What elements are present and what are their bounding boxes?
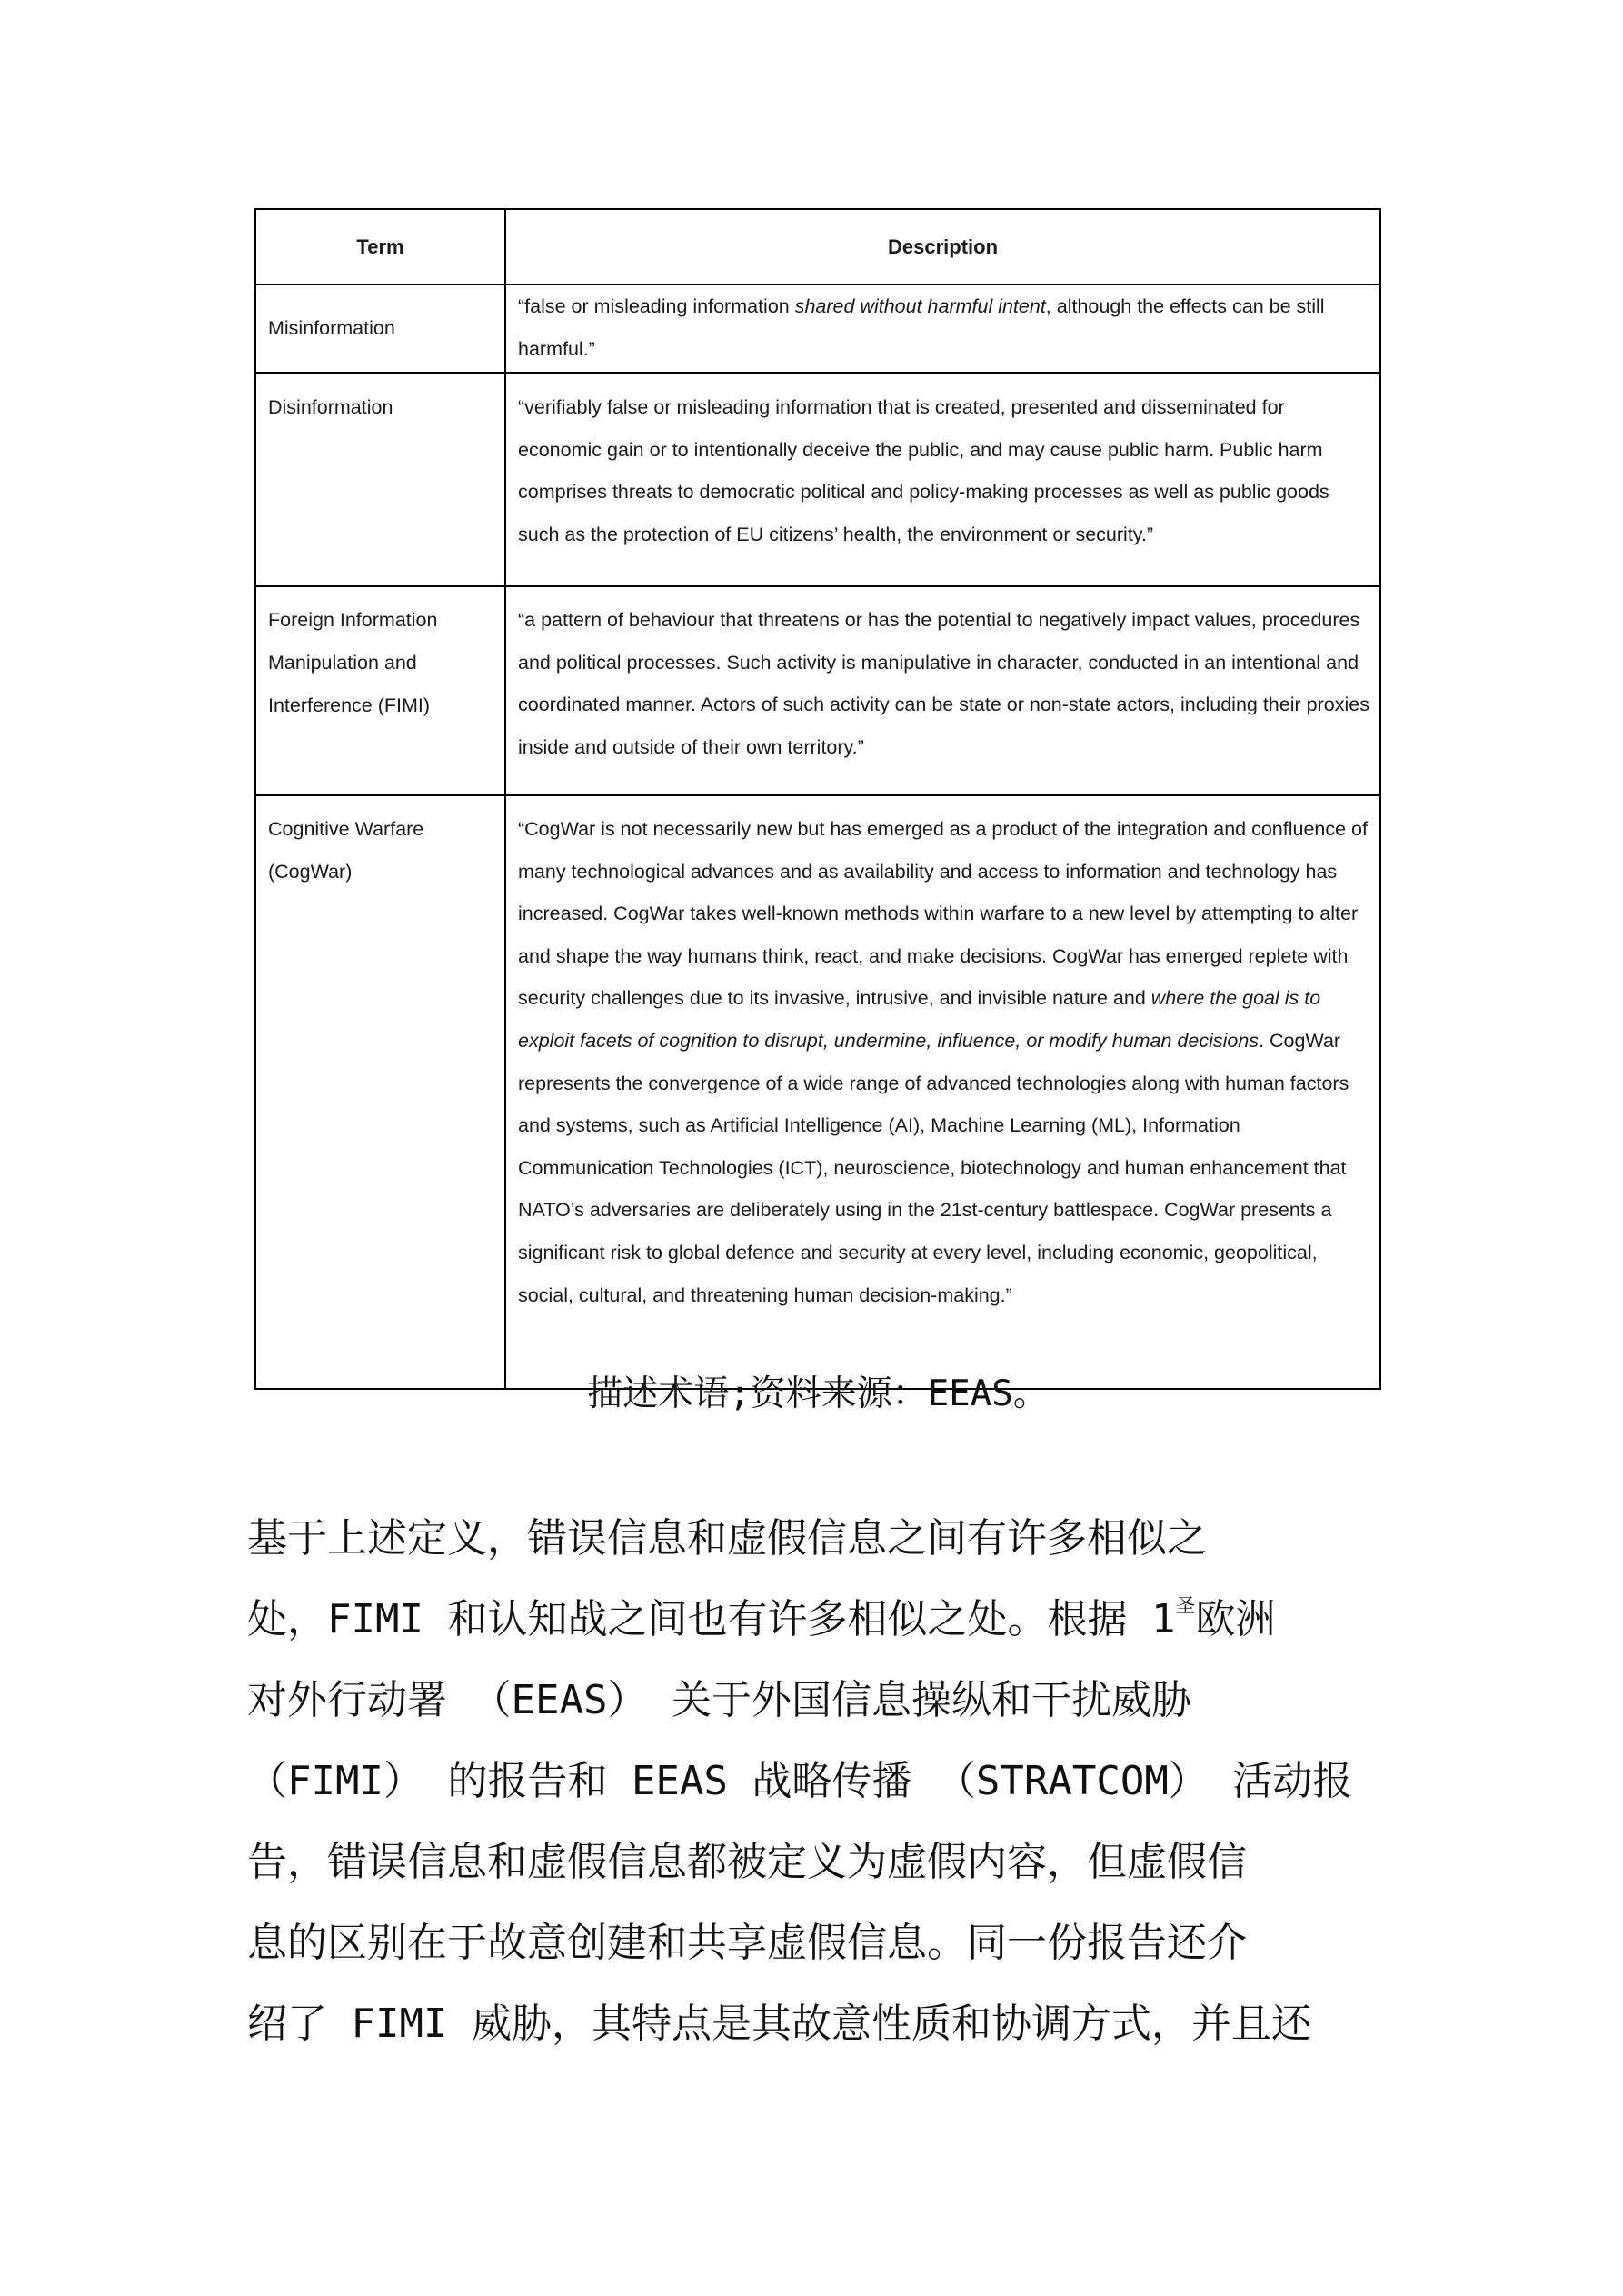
term-label: Disinformation xyxy=(268,396,393,418)
paragraph-line: （FIMI） 的报告和 EEAS 战略传播 （STRATCOM） 活动报 xyxy=(247,1758,1353,1804)
table-row xyxy=(255,795,1380,1389)
description-column-header: Description xyxy=(505,209,1380,285)
description-emphasis: shared without harmful intent xyxy=(794,295,1046,317)
term-column-header: Term xyxy=(255,209,505,285)
description-text: “false or misleading information xyxy=(518,295,795,317)
table-row xyxy=(255,373,1380,586)
description-text: “a pattern of behaviour that threatens or has the potential to negatively impact values, procedures and political processes. Such activity is manipulative in character, conducted in an intentional and coordinated manner. Actors of such activity can be state or non-state actors, including their proxies inside and outside of their own territory.” xyxy=(518,609,1369,758)
term-label: Foreign Information Manipulation and Interference (FIMI) xyxy=(268,609,438,716)
definitions-table xyxy=(254,208,1381,1390)
description-cell xyxy=(505,373,1380,586)
description-text: “CogWar is not necessarily new but has emerged as a product of the integration and confluence of many technological advances and as availability and access to information and technology has increased. CogWar takes well-known methods within warfare to a new level by attempting to alter and shape the way humans think, react, and make decisions. CogWar has emerged replete with security challenges due to its invasive, intrusive, and invisible nature and xyxy=(518,818,1368,1010)
paragraph-line: 对外行动署 （EEAS） 关于外国信息操纵和干扰威胁 xyxy=(247,1677,1191,1723)
term-cell xyxy=(255,373,505,586)
ordinal-superscript: 圣 xyxy=(1175,1595,1196,1618)
description-emphasis: where the goal is to exploit facets of cognition to disrupt, undermine, influence, or modify human decisions xyxy=(518,987,1321,1052)
description-text: , although the effects can be still harmful.” xyxy=(518,295,1325,360)
term-label: Misinformation xyxy=(268,317,395,339)
description-text: . CogWar represents the convergence of a wide range of advanced technologies along with human factors and systems, such as Artificial Intelligence (AI), Machine Learning (ML), Information Communication Technologies (ICT), neuroscience, biotechnology and human enhancement that NATO’s adversaries are deliberately using in the 21st-century battlespace. CogWar presents a significant risk to global defence and security at every level, including economic, geopolitical, social, cultural, and threatening human decision-making.” xyxy=(518,1029,1349,1306)
table-row xyxy=(255,285,1380,373)
description-text: “verifiably false or misleading information that is created, presented and disseminated for economic gain or to intentionally deceive the public, and may cause public harm. Public harm comprises threats to democratic political and policy-making processes as well as public goods such as the protection of EU citizens’ health, the environment or security.” xyxy=(518,396,1329,545)
paragraph-line-text: 处，FIMI 和认知战之间也有许多相似之处。根据 1 xyxy=(247,1596,1176,1642)
table-caption: 描述术语;资料来源：EEAS。 xyxy=(587,1373,1049,1414)
paragraph-line xyxy=(247,1579,1401,1660)
table-row xyxy=(255,586,1380,795)
paragraph-line: 息的区别在于故意创建和共享虚假信息。同一份报告还介 xyxy=(247,1920,1247,1966)
body-paragraph xyxy=(247,1498,1401,2064)
term-cell xyxy=(255,586,505,795)
paragraph-line-tail: 欧洲 xyxy=(1195,1596,1276,1642)
term-cell xyxy=(255,285,505,373)
table-header-row xyxy=(255,209,1380,285)
description-cell xyxy=(505,586,1380,795)
paragraph-line: 告，错误信息和虚假信息都被定义为虚假内容，但虚假信 xyxy=(247,1839,1247,1885)
term-label: Cognitive Warfare (CogWar) xyxy=(268,818,424,883)
paragraph-line: 绍了 FIMI 威胁，其特点是其故意性质和协调方式，并且还 xyxy=(247,2001,1311,2047)
description-cell xyxy=(505,795,1380,1389)
term-cell xyxy=(255,795,505,1389)
paragraph-line: 基于上述定义，错误信息和虚假信息之间有许多相似之 xyxy=(247,1515,1207,1562)
description-cell xyxy=(505,285,1380,373)
